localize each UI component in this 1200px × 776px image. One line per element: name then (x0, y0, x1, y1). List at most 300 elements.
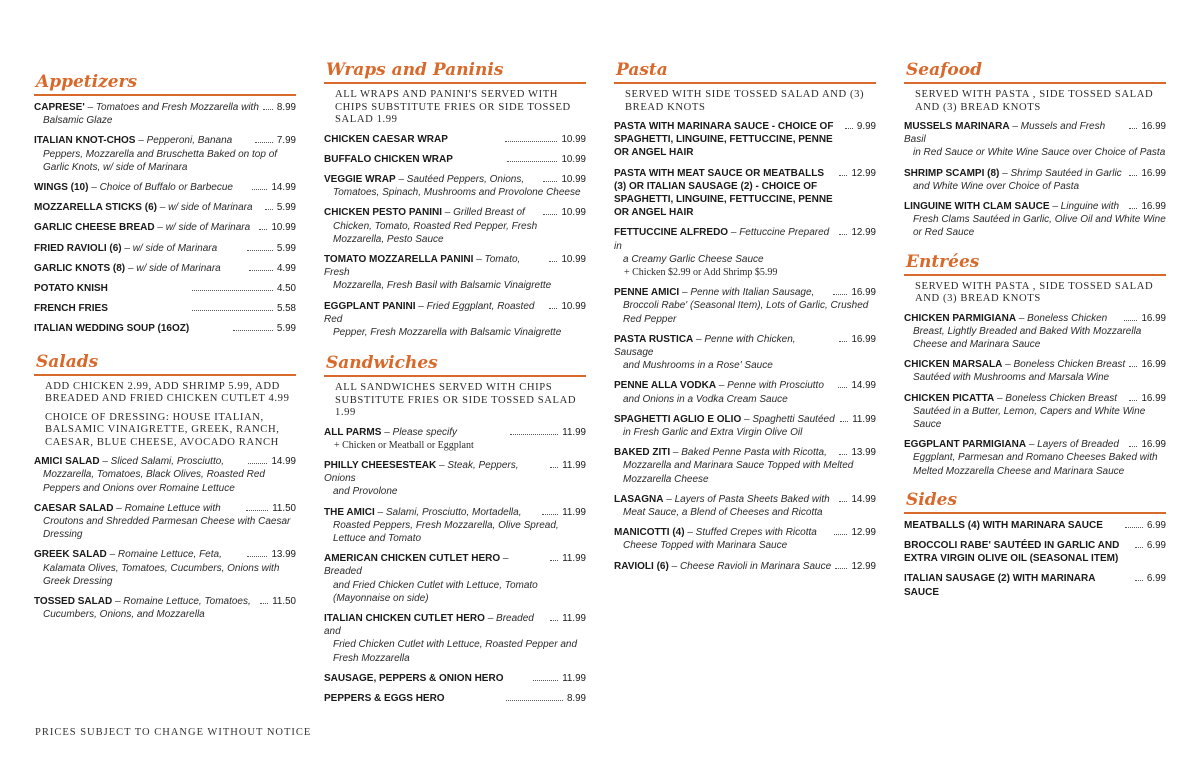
item-name: LINGUINE WITH CLAM SAUCE (904, 201, 1050, 213)
menu-item-text (34, 201, 261, 214)
menu-item (34, 101, 296, 127)
menu-item-header (324, 426, 586, 439)
section-title-sides: Sides (906, 489, 958, 510)
item-description: – Layers of Breaded (1026, 439, 1119, 451)
menu-item-text (324, 692, 502, 705)
column-1 (34, 60, 296, 633)
menu-item-header (34, 502, 296, 515)
column-4 (904, 60, 1166, 611)
menu-item-header (324, 612, 586, 638)
dot-leader (247, 556, 268, 557)
item-description: – Fettuccine Prepared in (614, 227, 830, 252)
item-description-continued: a Creamy Garlic Cheese Sauce (623, 253, 764, 265)
item-name: CHICKEN PICATTA (904, 392, 995, 404)
menu-item (904, 120, 1166, 160)
menu-item-text (34, 181, 248, 194)
menu-item-header (324, 206, 586, 219)
menu-item-header (614, 560, 876, 573)
section-title-entrees: Entrées (906, 251, 980, 272)
menu-item-text (614, 286, 829, 299)
item-description: – Penne with Prosciutto (716, 380, 824, 392)
item-price: 5.58 (276, 303, 297, 315)
item-price: 13.99 (271, 549, 296, 561)
item-price: 11.99 (562, 460, 586, 472)
menu-item-text (324, 672, 529, 685)
dot-leader (839, 341, 847, 342)
item-price: 5.99 (276, 242, 296, 254)
item-description: – Romaine Lettuce, Tomatoes, (112, 595, 251, 607)
item-description-continued: Eggplant, Parmesan and Romano Cheeses Baked with Melted Mozzarella Cheese and Marinara Sauce (913, 452, 1158, 477)
item-name: PENNE ALLA VODKA (614, 380, 717, 392)
menu-item-text (904, 572, 1131, 598)
menu-item (904, 167, 1166, 193)
item-name: AMICI SALAD (34, 456, 100, 468)
item-name: BUFFALO CHICKEN WRAP (324, 153, 453, 165)
item-name: LASAGNA (614, 493, 664, 505)
menu-item-header (614, 120, 876, 160)
section-title-salads: Salads (36, 351, 99, 372)
item-name: MANICOTTI (4) (614, 527, 685, 539)
menu-item-header (34, 181, 296, 194)
item-description-continued: Sautéed in a Butter, Lemon, Capers and White Wine Sauce (913, 405, 1146, 431)
item-description: – w/ side of Marinara (121, 242, 218, 254)
menu-item (34, 302, 296, 315)
dot-leader (1129, 175, 1137, 176)
menu-item (34, 262, 296, 275)
menu-item-header (324, 552, 586, 578)
item-price: 10.99 (561, 173, 587, 185)
item-price: 16.99 (1141, 167, 1166, 179)
item-description-continued: Broccoli Rabe' (Seasonal Item), Lots of Garlic, Crushed Red Pepper (623, 300, 869, 325)
item-name: CAPRESE' (34, 102, 85, 113)
item-description: – Romaine Lettuce with (113, 502, 221, 514)
item-name: GARLIC CHEESE BREAD (34, 222, 155, 234)
item-name: PHILLY CHEESESTEAK (324, 460, 437, 472)
menu-item (614, 333, 876, 373)
dot-leader (542, 514, 558, 515)
item-description: – Baked Penne Pasta with Ricotta, (670, 447, 827, 459)
item-name: PASTA WITH MARINARA SAUCE - CHOICE OF SPAGHETTI, LINGUINE, FETTUCCINE, PENNE OR ANGEL HAIR (614, 121, 834, 159)
sandwiches-section (324, 353, 586, 705)
menu-item (614, 413, 876, 439)
dot-leader (1129, 446, 1137, 447)
item-price: 12.99 (851, 227, 876, 239)
item-price: 10.99 (561, 133, 586, 145)
item-price: 5.99 (276, 323, 296, 335)
dot-leader (249, 270, 273, 271)
seafood-section (904, 60, 1166, 240)
item-name: SHRIMP SCAMPI (8) (904, 167, 1000, 179)
item-description-continued: in Fresh Garlic and Extra Virgin Olive Oil (623, 427, 803, 439)
menu-item-text (904, 539, 1131, 565)
item-name: CHICKEN MARSALA (904, 359, 1003, 371)
dot-leader (550, 467, 558, 468)
dot-leader (1124, 320, 1137, 321)
dot-leader (1125, 527, 1143, 528)
item-price: 12.99 (851, 167, 876, 179)
item-description-continued: Fresh Clams Sautéed in Garlic, Olive Oil and White Wine or Red Sauce (913, 214, 1166, 239)
menu-item-header (34, 282, 296, 295)
item-addon-note: + Chicken $2.99 or Add Shrimp $5.99 (624, 267, 778, 279)
sandwiches-list (324, 426, 586, 706)
menu-item (324, 253, 586, 293)
salads-list (34, 455, 296, 621)
dot-leader (510, 434, 559, 435)
section-rule (34, 374, 296, 376)
menu-item-text (614, 560, 831, 573)
menu-item (904, 392, 1166, 432)
item-price: 11.99 (562, 426, 587, 438)
menu-item-text (324, 133, 501, 146)
item-description-continued: Pepper, Fresh Mozzarella with Balsamic Vinaigrette (333, 326, 562, 338)
item-description-continued: Mozzarella and Marinara Sauce Topped with Melted Mozzarella Cheese (623, 460, 854, 485)
item-description: – w/ side of Marinara (154, 222, 251, 234)
item-price: 11.99 (852, 413, 876, 425)
item-name: FRENCH FRIES (34, 303, 108, 315)
menu-item-text (614, 493, 835, 506)
item-price: 14.99 (851, 493, 876, 505)
dot-leader (833, 294, 848, 295)
menu-item-text (614, 333, 835, 359)
entrees-note: SERVED WITH PASTA , SIDE TOSSED SALAD AND (3) BREAD KNOTS (915, 280, 1154, 305)
menu-item-header (614, 446, 876, 459)
menu-item-text (614, 413, 836, 426)
menu-item (324, 672, 586, 685)
column-2 (324, 60, 586, 717)
menu-item (614, 379, 876, 405)
menu-item-header (34, 221, 296, 234)
item-name: BAKED ZITI (614, 447, 671, 459)
item-description-continued: Breast, Lightly Breaded and Baked With Mozzarella Cheese and Marinara Sauce (913, 325, 1142, 351)
menu-item-header (904, 200, 1166, 213)
pasta-list (614, 120, 876, 573)
item-price: 16.99 (851, 287, 877, 299)
menu-item (324, 459, 586, 499)
item-name: MUSSELS MARINARA (904, 121, 1010, 132)
item-price: 13.99 (851, 447, 876, 459)
item-name: GARLIC KNOTS (8) (34, 262, 126, 274)
menu-item (904, 312, 1166, 352)
item-description-continued: Kalamata Olives, Tomatoes, Cucumbers, Onions with Greek Dressing (43, 562, 280, 587)
menu-item-text (904, 519, 1121, 532)
menu-item (324, 426, 586, 452)
menu-item (614, 526, 876, 552)
menu-item (34, 221, 296, 234)
item-description-continued: and Onions in a Vodka Cream Sauce (623, 393, 788, 405)
item-name: PEPPERS & EGGS HERO (324, 693, 445, 705)
dot-leader (507, 161, 557, 162)
menu-item (34, 201, 296, 214)
pasta-section (614, 60, 876, 573)
item-price: 11.99 (562, 672, 586, 684)
dot-leader (247, 250, 273, 251)
menu-item (324, 692, 586, 705)
item-description: – Sliced Salami, Prosciutto, (99, 456, 225, 468)
item-name: ALL PARMS (324, 426, 382, 438)
menu-item-text (34, 221, 255, 234)
column-3 (614, 60, 876, 585)
dot-leader (260, 603, 268, 604)
dot-leader (549, 261, 557, 262)
item-name: POTATO KNISH (34, 283, 108, 295)
dot-leader (192, 310, 273, 311)
menu-item-header (34, 548, 296, 561)
menu-item (324, 300, 586, 340)
item-description: – Choice of Buffalo or Barbecue (88, 182, 233, 194)
dot-leader (1135, 547, 1143, 548)
item-price: 16.99 (1141, 359, 1166, 371)
item-name: ITALIAN SAUSAGE (2) WITH MARINARA SAUCE (904, 573, 1096, 598)
menu-item (614, 446, 876, 486)
dot-leader (838, 387, 848, 388)
item-name: CHICKEN PESTO PANINI (324, 207, 442, 219)
item-description-continued: Meat Sauce, a Blend of Cheeses and Ricotta (623, 507, 823, 519)
item-description: – Shrimp Sautéed in Garlic (999, 167, 1122, 179)
menu-item-header (904, 312, 1166, 325)
item-price: 14.99 (271, 456, 296, 468)
item-name: PASTA RUSTICA (614, 333, 694, 345)
item-description-continued: Fried Chicken Cutlet with Lettuce, Roasted Pepper and Fresh Mozzarella (333, 639, 578, 664)
wraps-section (324, 60, 586, 339)
item-addon-note: + Chicken or Meatball or Eggplant (334, 439, 474, 451)
item-description-continued: and Mushrooms in a Rose' Sauce (623, 360, 773, 372)
section-rule (324, 375, 586, 377)
section-rule (904, 512, 1166, 514)
item-price: 4.50 (276, 283, 297, 295)
item-price: 11.99 (562, 506, 586, 518)
entrees-list (904, 312, 1166, 478)
item-name: CHICKEN CAESAR WRAP (324, 133, 448, 145)
menu-item-header (324, 153, 586, 166)
menu-item-text (324, 173, 539, 186)
item-description: – Please specify (381, 426, 458, 438)
item-price: 6.99 (1146, 540, 1166, 552)
item-name: EGGPLANT PANINI (324, 300, 416, 312)
menu-item-header (904, 392, 1166, 405)
wraps-note: ALL WRAPS AND PANINI'S SERVED WITH CHIPS SUBSTITUTE FRIES OR SIDE TOSSED SALAD 1.99 (335, 89, 571, 125)
item-description: – Breaded and (324, 613, 534, 638)
menu-item-text (614, 446, 835, 459)
item-description-continued: Croutons and Shredded Parmesan Cheese with Caesar Dressing (43, 515, 291, 541)
menu-item-text (34, 282, 188, 295)
item-description-continued: and White Wine over Choice of Pasta (913, 180, 1080, 192)
menu-item-header (324, 133, 586, 146)
item-description-continued: in Red Sauce or White Wine Sauce over Choice of Pasta (913, 147, 1166, 159)
menu-item-header (34, 201, 296, 214)
menu-item-header (614, 286, 876, 299)
item-price: 16.99 (851, 333, 876, 345)
item-description: – Mussels and Fresh Basil (904, 121, 1106, 146)
menu-item-header (34, 455, 296, 468)
menu-item (34, 181, 296, 194)
menu-item-header (34, 242, 296, 255)
section-title-pasta: Pasta (616, 60, 668, 80)
menu-item-header (614, 493, 876, 506)
menu-item-text (324, 153, 503, 166)
sides-section (904, 490, 1166, 599)
menu-item-header (904, 167, 1166, 180)
dot-leader (845, 128, 853, 129)
item-description-continued: Roasted Peppers, Fresh Mozzarella, Olive Spread, Lettuce and Tomato (333, 519, 559, 545)
item-name: RAVIOLI (6) (614, 560, 669, 572)
item-name: SPAGHETTI AGLIO E OLIO (614, 413, 742, 425)
dot-leader (840, 421, 848, 422)
menu-item-text (904, 358, 1125, 371)
menu-item-header (34, 101, 296, 114)
menu-item-text (324, 426, 506, 439)
menu-item-header (614, 379, 876, 392)
dot-leader (252, 189, 267, 190)
menu-item-text (904, 200, 1125, 213)
item-description: – Boneless Chicken Breast (994, 392, 1118, 404)
menu-item-header (324, 506, 586, 519)
item-price: 14.99 (271, 182, 297, 194)
dot-leader (1129, 400, 1137, 401)
dot-leader (533, 680, 558, 681)
section-title-sandwiches: Sandwiches (326, 353, 438, 374)
section-rule (904, 82, 1166, 84)
dot-leader (550, 560, 558, 561)
menu-item (614, 493, 876, 519)
footer-disclaimer: PRICES SUBJECT TO CHANGE WITHOUT NOTICE (35, 727, 312, 738)
item-name: PENNE AMICI (614, 287, 680, 299)
item-description: – Salami, Prosciutto, Mortadella, (374, 506, 522, 518)
menu-item-text (34, 455, 244, 468)
dot-leader (506, 700, 563, 701)
item-description: – Tomato, Fresh (324, 253, 521, 279)
dot-leader (839, 234, 847, 235)
menu-item-header (614, 167, 876, 220)
item-description-continued: Balsamic Glaze (43, 115, 113, 127)
dot-leader (834, 534, 847, 535)
menu-item-header (904, 120, 1166, 146)
menu-item-header (324, 459, 586, 485)
item-name: FETTUCCINE ALFREDO (614, 227, 729, 239)
item-description: – Cheese Ravioli in Marinara Sauce (668, 560, 832, 572)
menu-item (324, 153, 586, 166)
item-name: THE AMICI (324, 506, 375, 518)
menu-item-text (324, 206, 539, 219)
dot-leader (265, 209, 273, 210)
dot-leader (233, 330, 273, 331)
menu-item-header (324, 253, 586, 279)
menu-item (34, 134, 296, 174)
menu-item-text (34, 302, 188, 315)
item-price: 16.99 (1141, 201, 1166, 213)
wraps-list (324, 133, 586, 340)
menu-item (324, 206, 586, 246)
item-description: – Sautéed Peppers, Onions, (395, 173, 525, 185)
item-price: 10.99 (561, 153, 587, 165)
dot-leader (549, 308, 557, 309)
salads-note-addons: ADD CHICKEN 2.99, ADD SHRIMP 5.99, ADD BREADED AND FRIED CHICKEN CUTLET 4.99 (45, 380, 290, 405)
menu-item (324, 133, 586, 146)
menu-item (614, 167, 876, 220)
dot-leader (550, 620, 558, 621)
item-price: 6.99 (1146, 573, 1166, 585)
item-price: 11.99 (562, 613, 586, 625)
dot-leader (505, 141, 558, 142)
dot-leader (835, 568, 847, 569)
item-name: BROCCOLI RABE' SAUTÉED IN GARLIC AND EXTRA VIRGIN OLIVE OIL (SEASONAL ITEM) (904, 540, 1120, 565)
menu-item (614, 226, 876, 279)
item-description: – Stuffed Crepes with Ricotta (684, 527, 817, 539)
pasta-note: SERVED WITH SIDE TOSSED SALAD AND (3) BREAD KNOTS (625, 89, 865, 113)
menu-item-text (324, 253, 545, 279)
item-description-continued: Sautéed with Mushrooms and Marsala Wine (913, 372, 1110, 384)
item-description: – Steak, Peppers, Onions (324, 460, 519, 485)
item-price: 8.99 (566, 693, 587, 705)
menu-item (34, 548, 296, 588)
menu-item-text (904, 120, 1125, 146)
menu-item-header (614, 413, 876, 426)
menu-item (904, 438, 1166, 478)
item-price: 6.99 (1146, 519, 1167, 531)
item-description: – Boneless Chicken (1016, 312, 1108, 324)
menu-item-text (34, 502, 242, 515)
dot-leader (1129, 208, 1137, 209)
item-name: TOSSED SALAD (34, 595, 113, 607)
menu-item-text (324, 300, 545, 326)
item-price: 12.99 (851, 560, 876, 572)
section-rule (904, 274, 1166, 276)
menu-item (614, 120, 876, 160)
menu-item (324, 552, 586, 605)
salads-section (34, 352, 296, 622)
section-rule (34, 94, 296, 96)
item-description-continued: Cucumbers, Onions, and Mozzarella (43, 609, 205, 621)
menu-item (904, 200, 1166, 240)
menu-item-header (614, 526, 876, 539)
menu-item-header (614, 226, 876, 252)
item-description-continued: Mozzarella, Fresh Basil with Balsamic Vinaigrette (333, 280, 552, 292)
item-name: VEGGIE WRAP (324, 173, 396, 185)
item-name: PASTA WITH MEAT SAUCE OR MEATBALLS (3) OR ITALIAN SAUSAGE (2) - CHOICE OF SPAGHETTI, LINGUINE, FETTUCCINE, PENNE OR ANGEL HAIR (614, 167, 833, 219)
item-name: ITALIAN CHICKEN CUTLET HERO (324, 613, 485, 625)
item-price: 5.99 (276, 202, 296, 214)
item-description: – Pepperoni, Banana (135, 135, 233, 147)
item-description: – Boneless Chicken Breast (1002, 359, 1126, 371)
item-price: 14.99 (851, 380, 877, 392)
menu-item (34, 242, 296, 255)
menu-item-header (34, 302, 296, 315)
dot-leader (1129, 366, 1137, 367)
item-price: 11.99 (562, 553, 586, 565)
entrees-section (904, 252, 1166, 478)
dot-leader (1135, 580, 1143, 581)
dot-leader (248, 463, 268, 464)
menu-item-text (614, 379, 834, 392)
menu-item-text (904, 438, 1125, 451)
menu-item (34, 282, 296, 295)
dot-leader (263, 109, 273, 110)
dot-leader (1129, 128, 1137, 129)
item-description-continued: Mozzarella, Tomatoes, Black Olives, Roasted Red Peppers and Onions over Romaine Lettuce (43, 469, 265, 494)
item-description: – Tomatoes and Fresh Mozzarella with (84, 102, 259, 113)
menu-item (324, 173, 586, 199)
item-price: 16.99 (1141, 121, 1166, 132)
menu-item-text (904, 392, 1125, 405)
item-name: TOMATO MOZZARELLA PANINI (324, 253, 474, 265)
menu-item (904, 519, 1166, 532)
menu-item (614, 286, 876, 326)
menu-item-header (324, 672, 586, 685)
item-price: 10.99 (271, 222, 296, 234)
menu-item-text (34, 322, 229, 335)
item-price: 11.50 (272, 595, 296, 607)
item-description: – Penne with Chicken, Sausage (614, 333, 796, 359)
item-price: 7.99 (276, 135, 296, 147)
